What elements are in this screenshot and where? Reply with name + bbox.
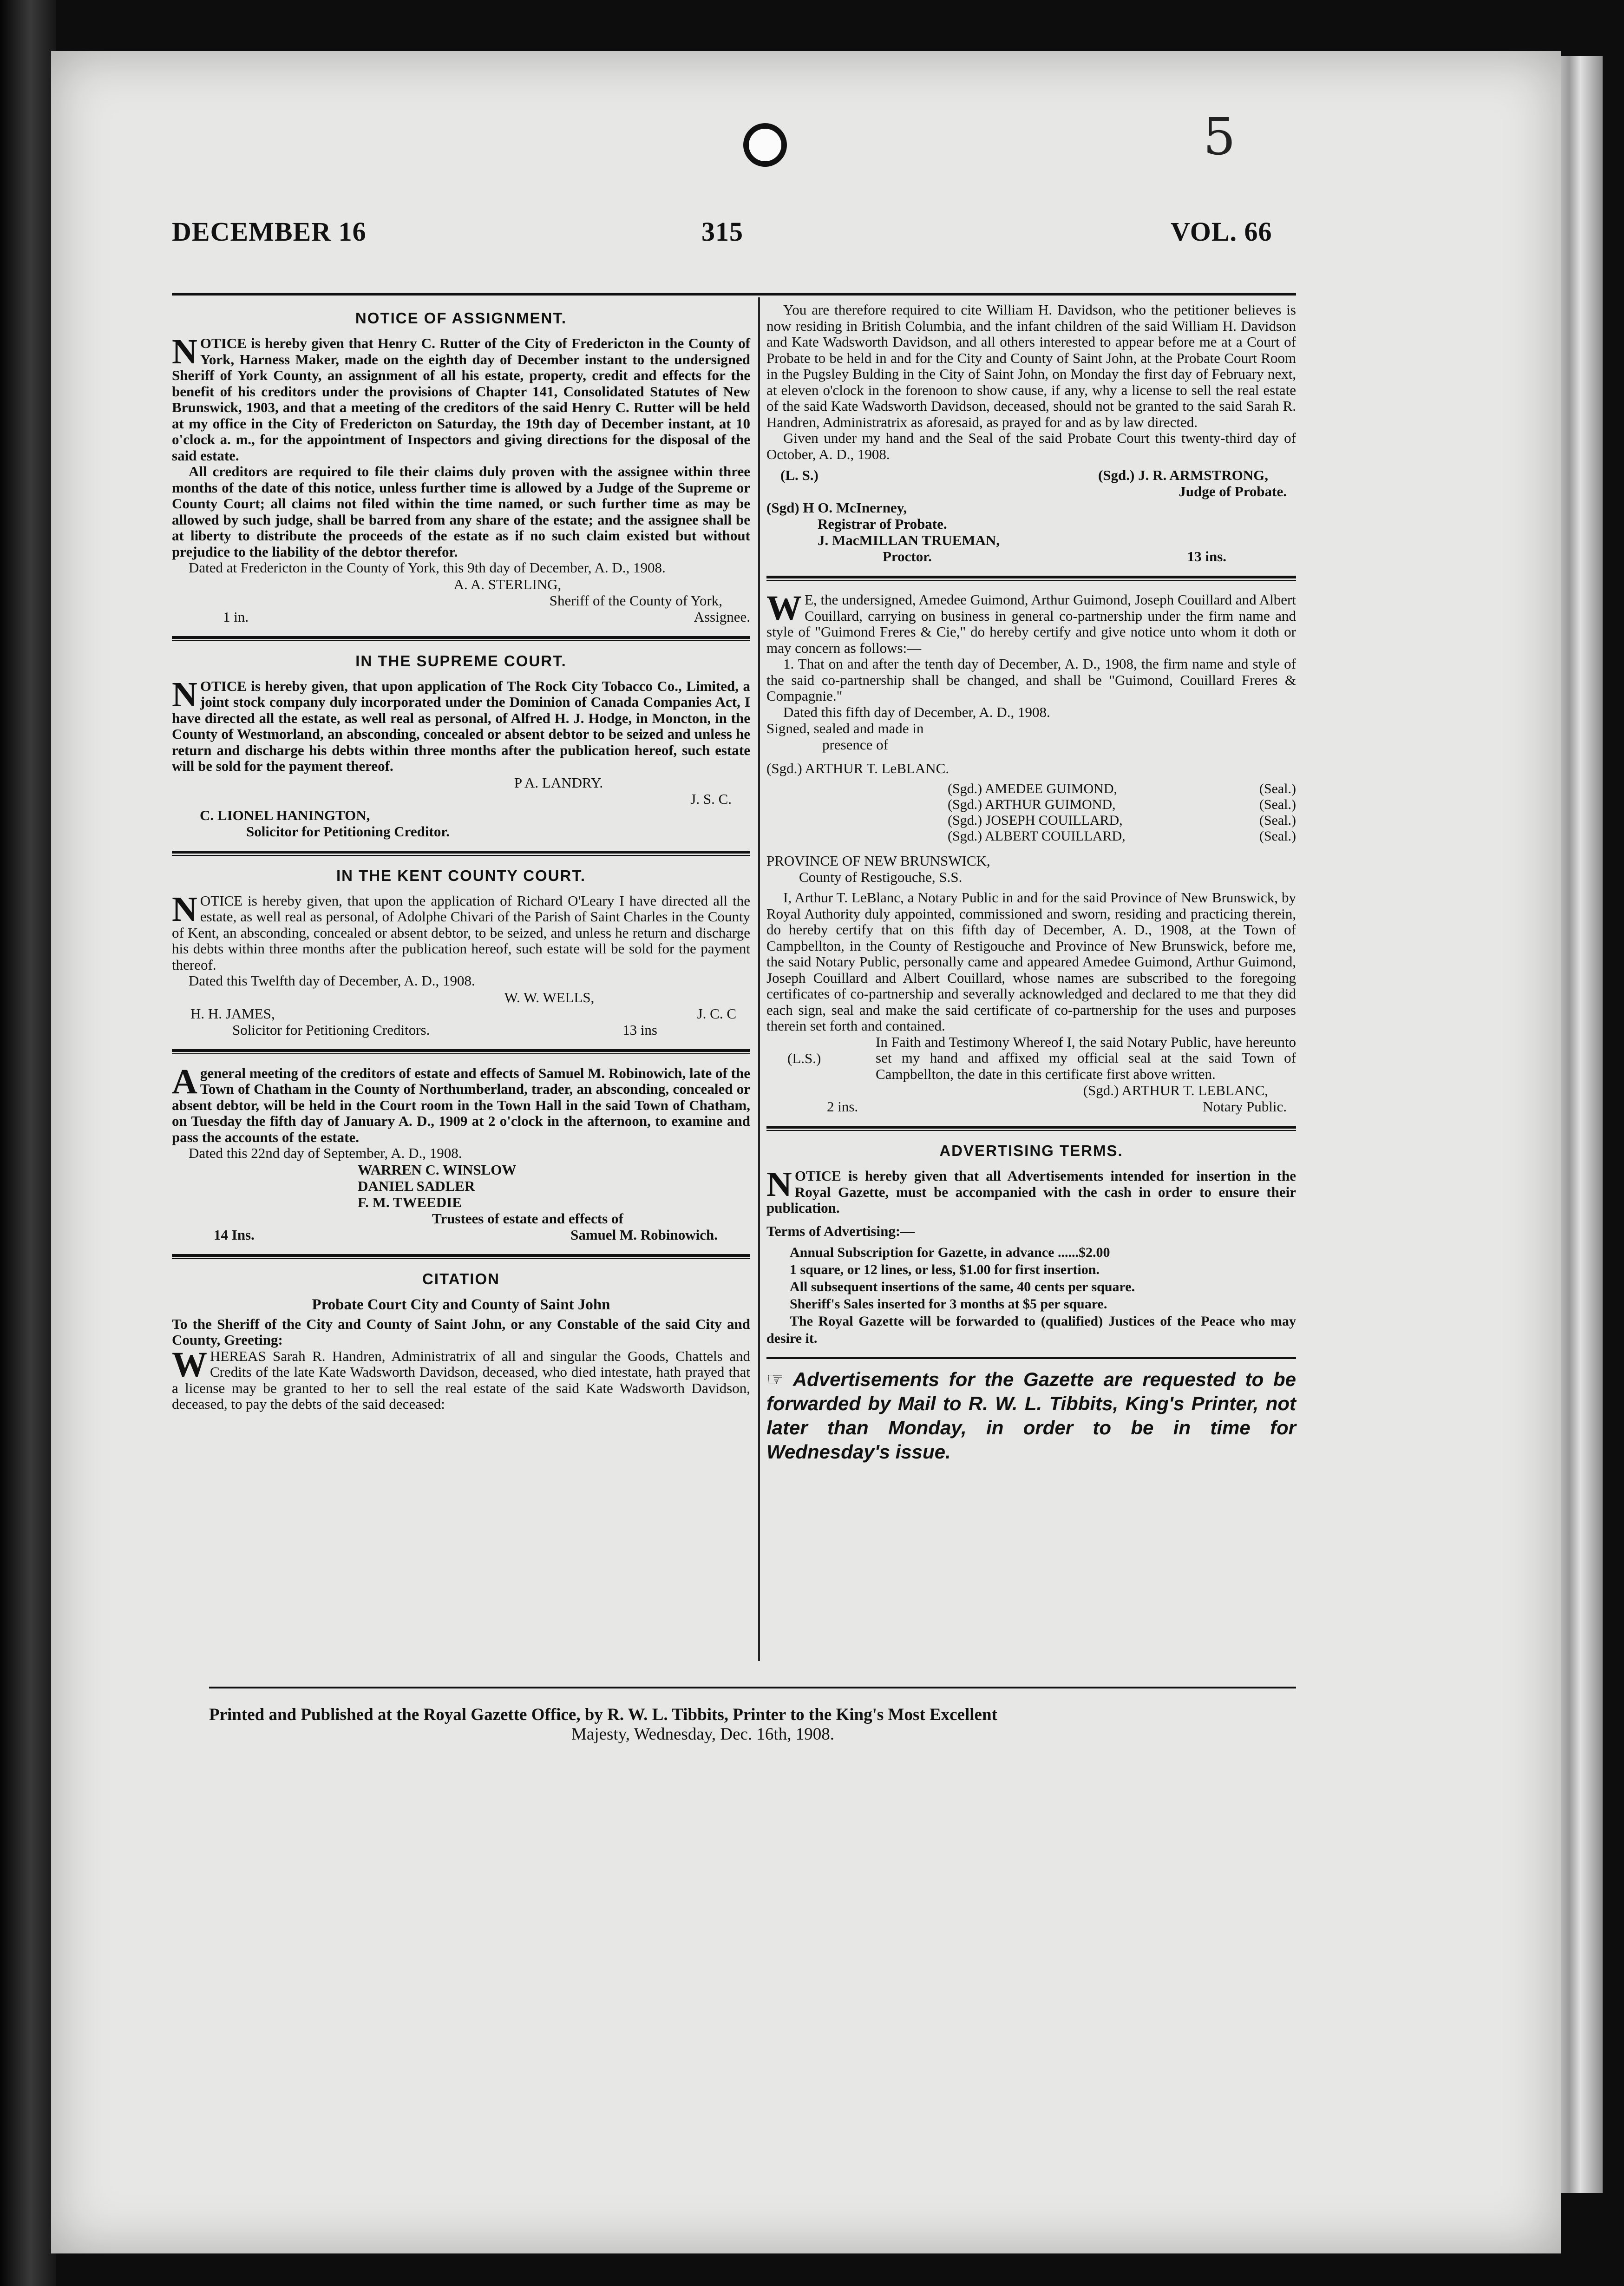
notice-paragraph: NOTICE is hereby given, that upon the application of Richard O'Leary I have directed all the estate, as well real as personal, of Adolphe Chivari of the Parish of Saint Charles in the County of Kent, an absconding, concealed or absent debtor, to be seized, and unless he return and discharge his debts within three months after the publication hereof, such estate will be sold for the payment thereof.	[172, 889, 750, 973]
solicitor-name: C. LIONEL HANINGTON,	[200, 807, 370, 823]
section-divider	[766, 576, 1296, 581]
terms-item: The Royal Gazette will be forwarded to (qualified) Justices of the Peace who may desire it.	[766, 1313, 1296, 1346]
section-divider	[172, 851, 750, 856]
notice-paragraph: Ageneral meeting of the creditors of estate and effects of Samuel M. Robinowich, late of the Town of Chatham in the County of Northumberland, trader, an absconding, concealed or absent debtor, will be held in the Court room in the Town Hall in the said Town of Chatham, on Tuesday the fifth day of January A. D., 1909 at 2 o'clock in the afternoon, to examine and pass the accounts of the estate.	[172, 1062, 750, 1145]
terms-item: 1 square, or 12 lines, or less, $1.00 for first insertion.	[790, 1261, 1100, 1277]
signature-line	[766, 1098, 1296, 1115]
solicitor-title: Solicitor for Petitioning Creditor.	[246, 823, 450, 840]
terms-item: Annual Subscription for Gazette, in advance ......$2.00	[790, 1244, 1110, 1260]
trustee-name: DANIEL SADLER	[358, 1177, 475, 1194]
notice-paragraph: NOTICE is hereby given that all Advertisements intended for insertion in the Royal Gazette, must be accompanied with the cash in order to ensure their publication.	[766, 1165, 1296, 1216]
mailing-notice	[766, 1357, 1296, 1464]
notice-paragraph: 1. That on and after the tenth day of December, A. D., 1908, the firm name and style of the said co-partnership shall be changed, and shall be "Guimond, Couillard Freres & Compagnie."	[766, 656, 1296, 704]
trustees-title: Trustees of estate and effects of	[432, 1210, 623, 1227]
witness-name: (Sgd.) ARTHUR T. LeBLANC.	[766, 760, 950, 776]
notary-title: Notary Public.	[1203, 1098, 1287, 1115]
seal-mark: (L.S.)	[787, 1050, 821, 1066]
partner-signature: (Sgd.) AMEDEE GUIMOND, (Seal.)	[948, 781, 1296, 796]
judge-name: (Sgd.) J. R. ARMSTRONG,	[1098, 467, 1268, 483]
signature-line	[766, 548, 1296, 565]
seal-mark: (L. S.)	[780, 467, 819, 483]
terms-list	[766, 1244, 1296, 1347]
insertion-size: 2 ins.	[827, 1098, 858, 1115]
notice-paragraph: Given under my hand and the Seal of the said Probate Court this twenty-third day of October, A. D., 1908.	[766, 430, 1296, 462]
signer-name: A. A. STERLING,	[453, 576, 562, 592]
notice-paragraph: WHEREAS Sarah R. Handren, Administratrix of all and singular the Goods, Chattels and Credits of the late Kate Wadsworth Davidson, deceased, who died intestate, hath prayed that a license may be granted to her to sell the real estate of the said Kate Wadsworth Davidson, deceased, to pay the debts of the said deceased:	[172, 1345, 750, 1412]
section-heading: IN THE KENT COUNTY COURT.	[336, 867, 586, 884]
notice-paragraph: You are therefore required to cite William H. Davidson, who the petitioner believes is now residing in British Columbia, and the infant children of the said William H. Davidson and Kate Wadsworth Davidson, and all others interested to appear before me at a Court of Probate to be held in and for the City and County of Saint John, at the Probate Court Room in the Pugsley Bulding in the City of Saint John, on Monday the first day of February next, at eleven o'clock in the forenoon to show cause, if any, why a license to sell the real estate of the said Kate Wadsworth Davidson, deceased, should not be granted to the said Sarah R. Handren, Administratrix as aforesaid, as prayed for and as by law directed.	[766, 302, 1296, 430]
partnership-notice	[766, 589, 1296, 1115]
imprint-footer	[209, 1705, 1296, 1744]
imprint-line: Majesty, Wednesday, Dec. 16th, 1908.	[571, 1725, 834, 1744]
notary-name: (Sgd.) ARTHUR T. LEBLANC,	[1083, 1082, 1268, 1098]
signer-name: W. W. WELLS,	[504, 989, 595, 1005]
column-rule	[758, 297, 760, 1661]
notice-paragraph: I, Arthur T. LeBlanc, a Notary Public in and for the said Province of New Brunswick, by Royal Authority duly appointed, commissioned and sworn, residing and practicing therein, do hereby certify that on this fifth day of December, A. D., 1908, at the Town of Campbellton, in the County of Restigouche and Province of New Brunswick, before me, the said Notary Public, personally came and appeared Amedee Guimond, Arthur Guimond, Joseph Couillard and Albert Couillard, whose names are subscribed to the foregoing certificates of co-partnership and severally acknowledged and declared to me that they did each sign, seal and make the said certificate of co-partnership for the uses and purposes therein set forth and contained.	[766, 889, 1296, 1034]
registrar-title: Registrar of Probate.	[818, 516, 947, 532]
insertion-size: 1 in.	[223, 608, 249, 625]
signature-line	[172, 1022, 750, 1038]
section-heading: IN THE SUPREME COURT.	[355, 652, 567, 670]
signer-name: P A. LANDRY.	[514, 774, 603, 791]
header-date: DECEMBER 16	[172, 217, 367, 247]
imprint-line: Printed and Published at the Royal Gazette Office, by R. W. L. Tibbits, Printer to the King's Most Excellent	[209, 1705, 997, 1724]
signer-role: Assignee.	[694, 608, 750, 625]
citation-address: To the Sheriff of the City and County of Saint John, or any Constable of the said City and County, Greeting:	[172, 1315, 750, 1348]
estate-name: Samuel M. Robinowich.	[570, 1226, 718, 1243]
pointing-hand-icon: ☞	[766, 1368, 784, 1390]
section-divider	[172, 1049, 750, 1054]
signature-line	[172, 609, 750, 625]
registrar-name: (Sgd) H O. McInerney,	[766, 499, 907, 516]
notice-paragraph: NOTICE is hereby given, that upon application of The Rock City Tobacco Co., Limited, a joint stock company duly incorporated under the Dominion of Canada Companies Act, I have directed all the estate, as well real as personal, of Alfred H. J. Hodge, in Moncton, in the County of Westmorland, an absconding, concealed or absent debtor to be seized and unless he return and discharge his debts within three months after the publication hereof, such estate will be sold for the payment thereof.	[172, 675, 750, 774]
punch-hole-icon	[743, 123, 787, 167]
court-name: Probate Court City and County of Saint John	[312, 1296, 610, 1313]
citation-notice	[172, 1270, 750, 1412]
right-column	[766, 302, 1296, 1472]
signature-line	[172, 1227, 750, 1243]
notice-paragraph: All creditors are required to file their claims duly proven with the assignee within three months of the date of this notice, unless further time is allowed by a Judge of the Supreme or County Court; all claims not filed within the time named, or such further time as may be allowed by such judge, shall be barred from any share of the estate; and the assignee shall be at liberty to distribute the proceeds of the estate as if no such claim existed but without prejudice to the liability of the debtor therefor.	[172, 463, 750, 560]
signature-line	[172, 1005, 750, 1022]
kent-county-notice	[172, 867, 750, 1038]
notice-paragraph: NOTICE is hereby given that Henry C. Rutter of the City of Fredericton in the County of York, Harness Maker, made on the eighth day of December instant to the undersigned Sheriff of York County, an assignment of all his estate, property, credit and effects for the benefit of his creditors under the provisions of Chapter 141, Consolidated Statutes of New Brunswick, 1903, and that a meeting of the creditors of the said Henry C. Rutter will be held at my office in the City of Fredericton on Saturday, the 19th day of December instant, at 10 o'clock a. m., for the appointment of Inspectors and giving directions for the disposal of the said estate.	[172, 332, 750, 464]
judge-title: Judge of Probate.	[1179, 483, 1287, 499]
partner-signature: (Sgd.) ARTHUR GUIMOND, (Seal.)	[948, 797, 1296, 812]
trustee-name: F. M. TWEEDIE	[358, 1194, 462, 1210]
insertion-size: 13 ins.	[1187, 548, 1226, 565]
trustee-name: WARREN C. WINSLOW	[358, 1161, 517, 1178]
notice-paragraph: In Faith and Testimony Whereof I, the said Notary Public, have hereunto set my hand and affixed my official seal at the said Town of Campbellton, the date in this certificate first above written.	[876, 1033, 1296, 1082]
gazette-page	[51, 51, 1561, 2253]
testimony-block	[766, 1034, 1296, 1083]
supreme-court-notice	[172, 652, 750, 840]
footer-rule	[209, 1687, 1296, 1688]
header-rule	[172, 293, 1296, 296]
creditors-meeting-notice	[172, 1062, 750, 1243]
signer-title: J. C. C	[697, 1005, 736, 1022]
header-volume: VOL. 66	[1171, 217, 1272, 247]
proctor-name: J. MacMILLAN TRUEMAN,	[818, 532, 1000, 548]
terms-item: All subsequent insertions of the same, 40 cents per square.	[790, 1279, 1135, 1294]
scan-border-left	[0, 0, 56, 2286]
section-divider	[172, 636, 750, 641]
section-divider	[766, 1126, 1296, 1131]
solicitor-title: Solicitor for Petitioning Creditors.	[232, 1021, 430, 1038]
signer-title: Sheriff of the County of York,	[549, 592, 722, 609]
section-heading: ADVERTISING TERMS.	[939, 1142, 1123, 1159]
section-heading: NOTICE OF ASSIGNMENT.	[355, 309, 567, 327]
province-heading: PROVINCE OF NEW BRUNSWICK,	[766, 853, 990, 869]
terms-item: Sheriff's Sales inserted for 3 months at $5 per square.	[790, 1296, 1107, 1312]
left-column	[172, 302, 750, 1421]
notice-paragraph: W E, the undersigned, Amedee Guimond, Arthur Guimond, Joseph Couillard and Albert Couillard, carrying on business in general co-partnership under the firm name and style of "Guimond Freres & Cie," do hereby certify and give notice unto whom it doth or may concern as follows:—	[766, 589, 1296, 656]
section-divider	[172, 1254, 750, 1259]
signer-title: J. S. C.	[690, 790, 732, 807]
terms-label: Terms of Advertising:—	[766, 1222, 915, 1239]
county-heading: County of Restigouche, S.S.	[799, 869, 963, 885]
header-page-number: 315	[701, 217, 743, 247]
notice-date: Dated this Twelfth day of December, A. D., 1908.	[189, 972, 475, 989]
notice-date: Dated at Fredericton in the County of York, this 9th day of December, A. D., 1908.	[189, 559, 666, 576]
notice-of-assignment	[172, 309, 750, 625]
handwritten-page-mark: 5	[1203, 107, 1236, 166]
signing-statement: presence of	[822, 736, 888, 753]
solicitor-name: H. H. JAMES,	[190, 1005, 275, 1022]
insertion-size: 13 ins	[622, 1021, 657, 1038]
signing-statement: Signed, sealed and made in	[766, 720, 924, 736]
section-heading: CITATION	[422, 1270, 500, 1288]
mailing-notice-text: Advertisements for the Gazette are requested to be forwarded by Mail to R. W. L. Tibbits, King's Printer, not later than Monday, in order to be in time for Wednesday's issue.	[766, 1368, 1296, 1463]
advertising-terms	[766, 1142, 1296, 1464]
citation-continued	[766, 302, 1296, 565]
notice-date: Dated this fifth day of December, A. D., 1908.	[783, 703, 1050, 720]
partner-signature: (Sgd.) ALBERT COUILLARD, (Seal.)	[948, 828, 1296, 844]
signature-line	[766, 467, 1296, 483]
insertion-size: 14 Ins.	[214, 1226, 255, 1243]
partner-signature: (Sgd.) JOSEPH COUILLARD, (Seal.)	[948, 813, 1296, 828]
proctor-title: Proctor.	[883, 548, 932, 565]
notice-date: Dated this 22nd day of September, A. D., 1908.	[189, 1145, 462, 1161]
